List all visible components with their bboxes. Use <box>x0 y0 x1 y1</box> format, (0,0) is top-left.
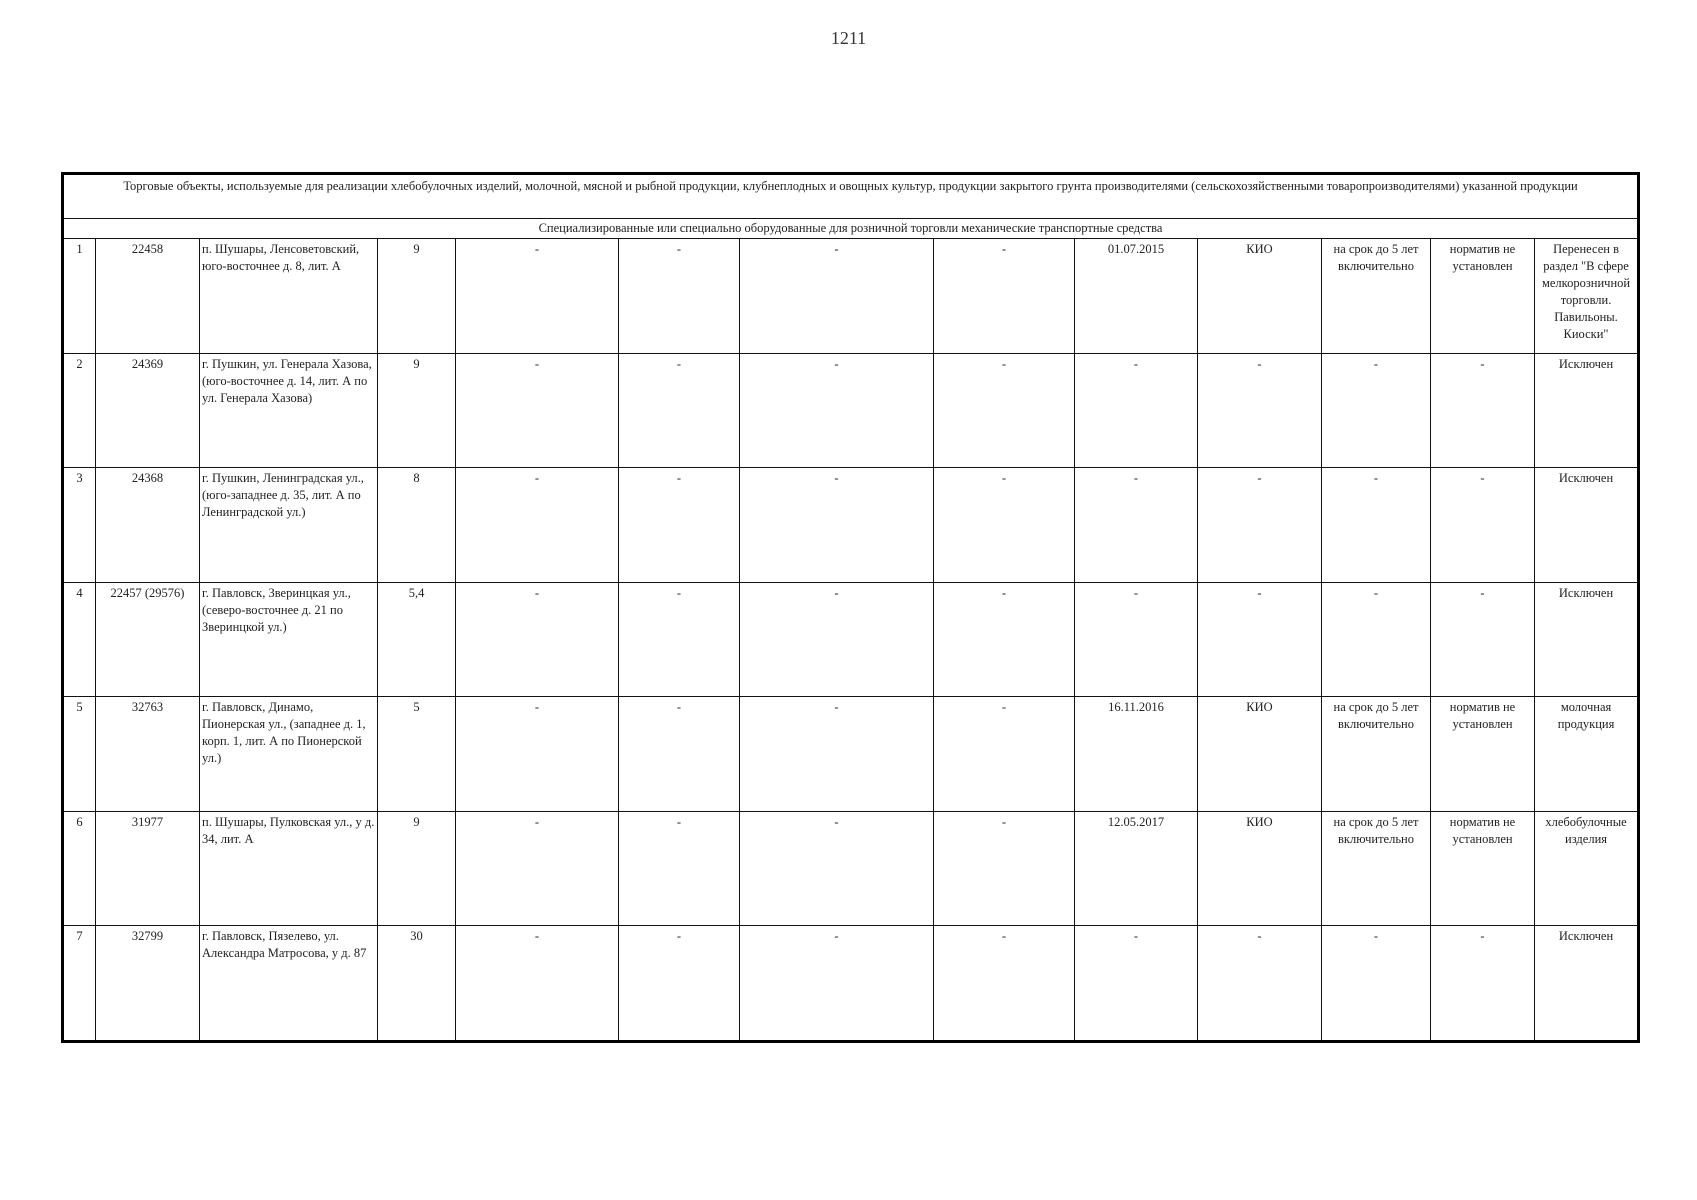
column-8-cell: - <box>934 582 1075 697</box>
organization-cell: - <box>1198 468 1322 583</box>
note-cell: хлебобулочные изделия <box>1535 811 1639 926</box>
term-cell: - <box>1322 582 1431 697</box>
norm-cell: - <box>1431 353 1535 468</box>
column-6-cell: - <box>619 353 740 468</box>
table-row <box>63 582 1639 697</box>
norm-cell: - <box>1431 582 1535 697</box>
object-id-cell: 24369 <box>96 353 200 468</box>
object-id-cell: 31977 <box>96 811 200 926</box>
section-title-row <box>63 174 1639 219</box>
term-cell: на срок до 5 лет включительно <box>1322 811 1431 926</box>
address-cell: г. Павловск, Зверинцкая ул., (северо-восточнее д. 21 по Зверинцкой ул.) <box>200 582 378 697</box>
note-cell: Исключен <box>1535 582 1639 697</box>
table-row <box>63 697 1639 812</box>
term-cell: - <box>1322 353 1431 468</box>
area-cell: 5 <box>378 697 456 812</box>
area-cell: 30 <box>378 926 456 1042</box>
address-cell: г. Пушкин, Ленинградская ул., (юго-западнее д. 35, лит. А по Ленинградской ул.) <box>200 468 378 583</box>
note-cell: молочная продукция <box>1535 697 1639 812</box>
object-id-cell: 32763 <box>96 697 200 812</box>
column-7-cell: - <box>740 468 934 583</box>
term-cell: на срок до 5 лет включительно <box>1322 239 1431 354</box>
page-number: 1211 <box>830 28 867 48</box>
row-number-cell: 3 <box>63 468 96 583</box>
object-id-cell: 32799 <box>96 926 200 1042</box>
area-cell: 9 <box>378 239 456 354</box>
row-number-cell: 5 <box>63 697 96 812</box>
subsection-title: Специализированные или специально оборудованные для розничной торговли механические транспортные средства <box>63 218 1639 238</box>
column-6-cell: - <box>619 239 740 354</box>
column-7-cell: - <box>740 582 934 697</box>
norm-cell: норматив не установлен <box>1431 239 1535 354</box>
organization-cell: КИО <box>1198 697 1322 812</box>
norm-cell: - <box>1431 926 1535 1042</box>
date-cell: - <box>1075 468 1198 583</box>
column-6-cell: - <box>619 811 740 926</box>
norm-cell: - <box>1431 468 1535 583</box>
address-cell: г. Павловск, Динамо, Пионерская ул., (западнее д. 1, корп. 1, лит. А по Пионерской ул.) <box>200 697 378 812</box>
note-cell: Перенесен в раздел "В сфере мелкорозничной торговли. Павильоны. Киоски" <box>1535 239 1639 354</box>
note-cell: Исключен <box>1535 926 1639 1042</box>
address-cell: п. Шушары, Пулковская ул., у д. 34, лит. А <box>200 811 378 926</box>
column-6-cell: - <box>619 468 740 583</box>
column-8-cell: - <box>934 697 1075 812</box>
column-5-cell: - <box>456 353 619 468</box>
column-8-cell: - <box>934 353 1075 468</box>
date-cell: - <box>1075 926 1198 1042</box>
table-body <box>63 174 1639 1042</box>
term-cell: - <box>1322 926 1431 1042</box>
address-cell: г. Пушкин, ул. Генерала Хазова, (юго-восточнее д. 14, лит. А по ул. Генерала Хазова) <box>200 353 378 468</box>
term-cell: на срок до 5 лет включительно <box>1322 697 1431 812</box>
table-row <box>63 353 1639 468</box>
organization-cell: КИО <box>1198 811 1322 926</box>
object-id-cell: 24368 <box>96 468 200 583</box>
registry-table <box>61 172 1640 1043</box>
note-cell: Исключен <box>1535 353 1639 468</box>
date-cell: - <box>1075 582 1198 697</box>
norm-cell: норматив не установлен <box>1431 697 1535 812</box>
note-cell: Исключен <box>1535 468 1639 583</box>
column-6-cell: - <box>619 697 740 812</box>
area-cell: 5,4 <box>378 582 456 697</box>
area-cell: 9 <box>378 811 456 926</box>
row-number-cell: 1 <box>63 239 96 354</box>
organization-cell: - <box>1198 926 1322 1042</box>
column-8-cell: - <box>934 239 1075 354</box>
column-7-cell: - <box>740 926 934 1042</box>
subsection-title-row <box>63 218 1639 238</box>
column-7-cell: - <box>740 811 934 926</box>
column-5-cell: - <box>456 582 619 697</box>
date-cell: 01.07.2015 <box>1075 239 1198 354</box>
column-7-cell: - <box>740 697 934 812</box>
column-8-cell: - <box>934 468 1075 583</box>
column-8-cell: - <box>934 926 1075 1042</box>
row-number-cell: 2 <box>63 353 96 468</box>
table-row <box>63 811 1639 926</box>
column-6-cell: - <box>619 582 740 697</box>
column-5-cell: - <box>456 811 619 926</box>
date-cell: - <box>1075 353 1198 468</box>
table-row <box>63 926 1639 1042</box>
date-cell: 12.05.2017 <box>1075 811 1198 926</box>
table-row <box>63 239 1639 354</box>
object-id-cell: 22457 (29576) <box>96 582 200 697</box>
area-cell: 9 <box>378 353 456 468</box>
column-5-cell: - <box>456 239 619 354</box>
date-cell: 16.11.2016 <box>1075 697 1198 812</box>
column-5-cell: - <box>456 697 619 812</box>
organization-cell: КИО <box>1198 239 1322 354</box>
column-8-cell: - <box>934 811 1075 926</box>
column-7-cell: - <box>740 353 934 468</box>
row-number-cell: 7 <box>63 926 96 1042</box>
norm-cell: норматив не установлен <box>1431 811 1535 926</box>
object-id-cell: 22458 <box>96 239 200 354</box>
row-number-cell: 6 <box>63 811 96 926</box>
area-cell: 8 <box>378 468 456 583</box>
column-5-cell: - <box>456 468 619 583</box>
table-row <box>63 468 1639 583</box>
column-5-cell: - <box>456 926 619 1042</box>
column-6-cell: - <box>619 926 740 1042</box>
term-cell: - <box>1322 468 1431 583</box>
address-cell: г. Павловск, Пязелево, ул. Александра Матросова, у д. 87 <box>200 926 378 1042</box>
organization-cell: - <box>1198 353 1322 468</box>
section-title: Торговые объекты, используемые для реализации хлебобулочных изделий, молочной, мясной и рыбной продукции, клубнеплодных и овощных культур, продукции закрытого грунта производителями (сельскохозяйственными товаропроизводителями) указанной продукции <box>63 174 1639 219</box>
column-7-cell: - <box>740 239 934 354</box>
address-cell: п. Шушары, Ленсоветовский, юго-восточнее д. 8, лит. А <box>200 239 378 354</box>
row-number-cell: 4 <box>63 582 96 697</box>
organization-cell: - <box>1198 582 1322 697</box>
